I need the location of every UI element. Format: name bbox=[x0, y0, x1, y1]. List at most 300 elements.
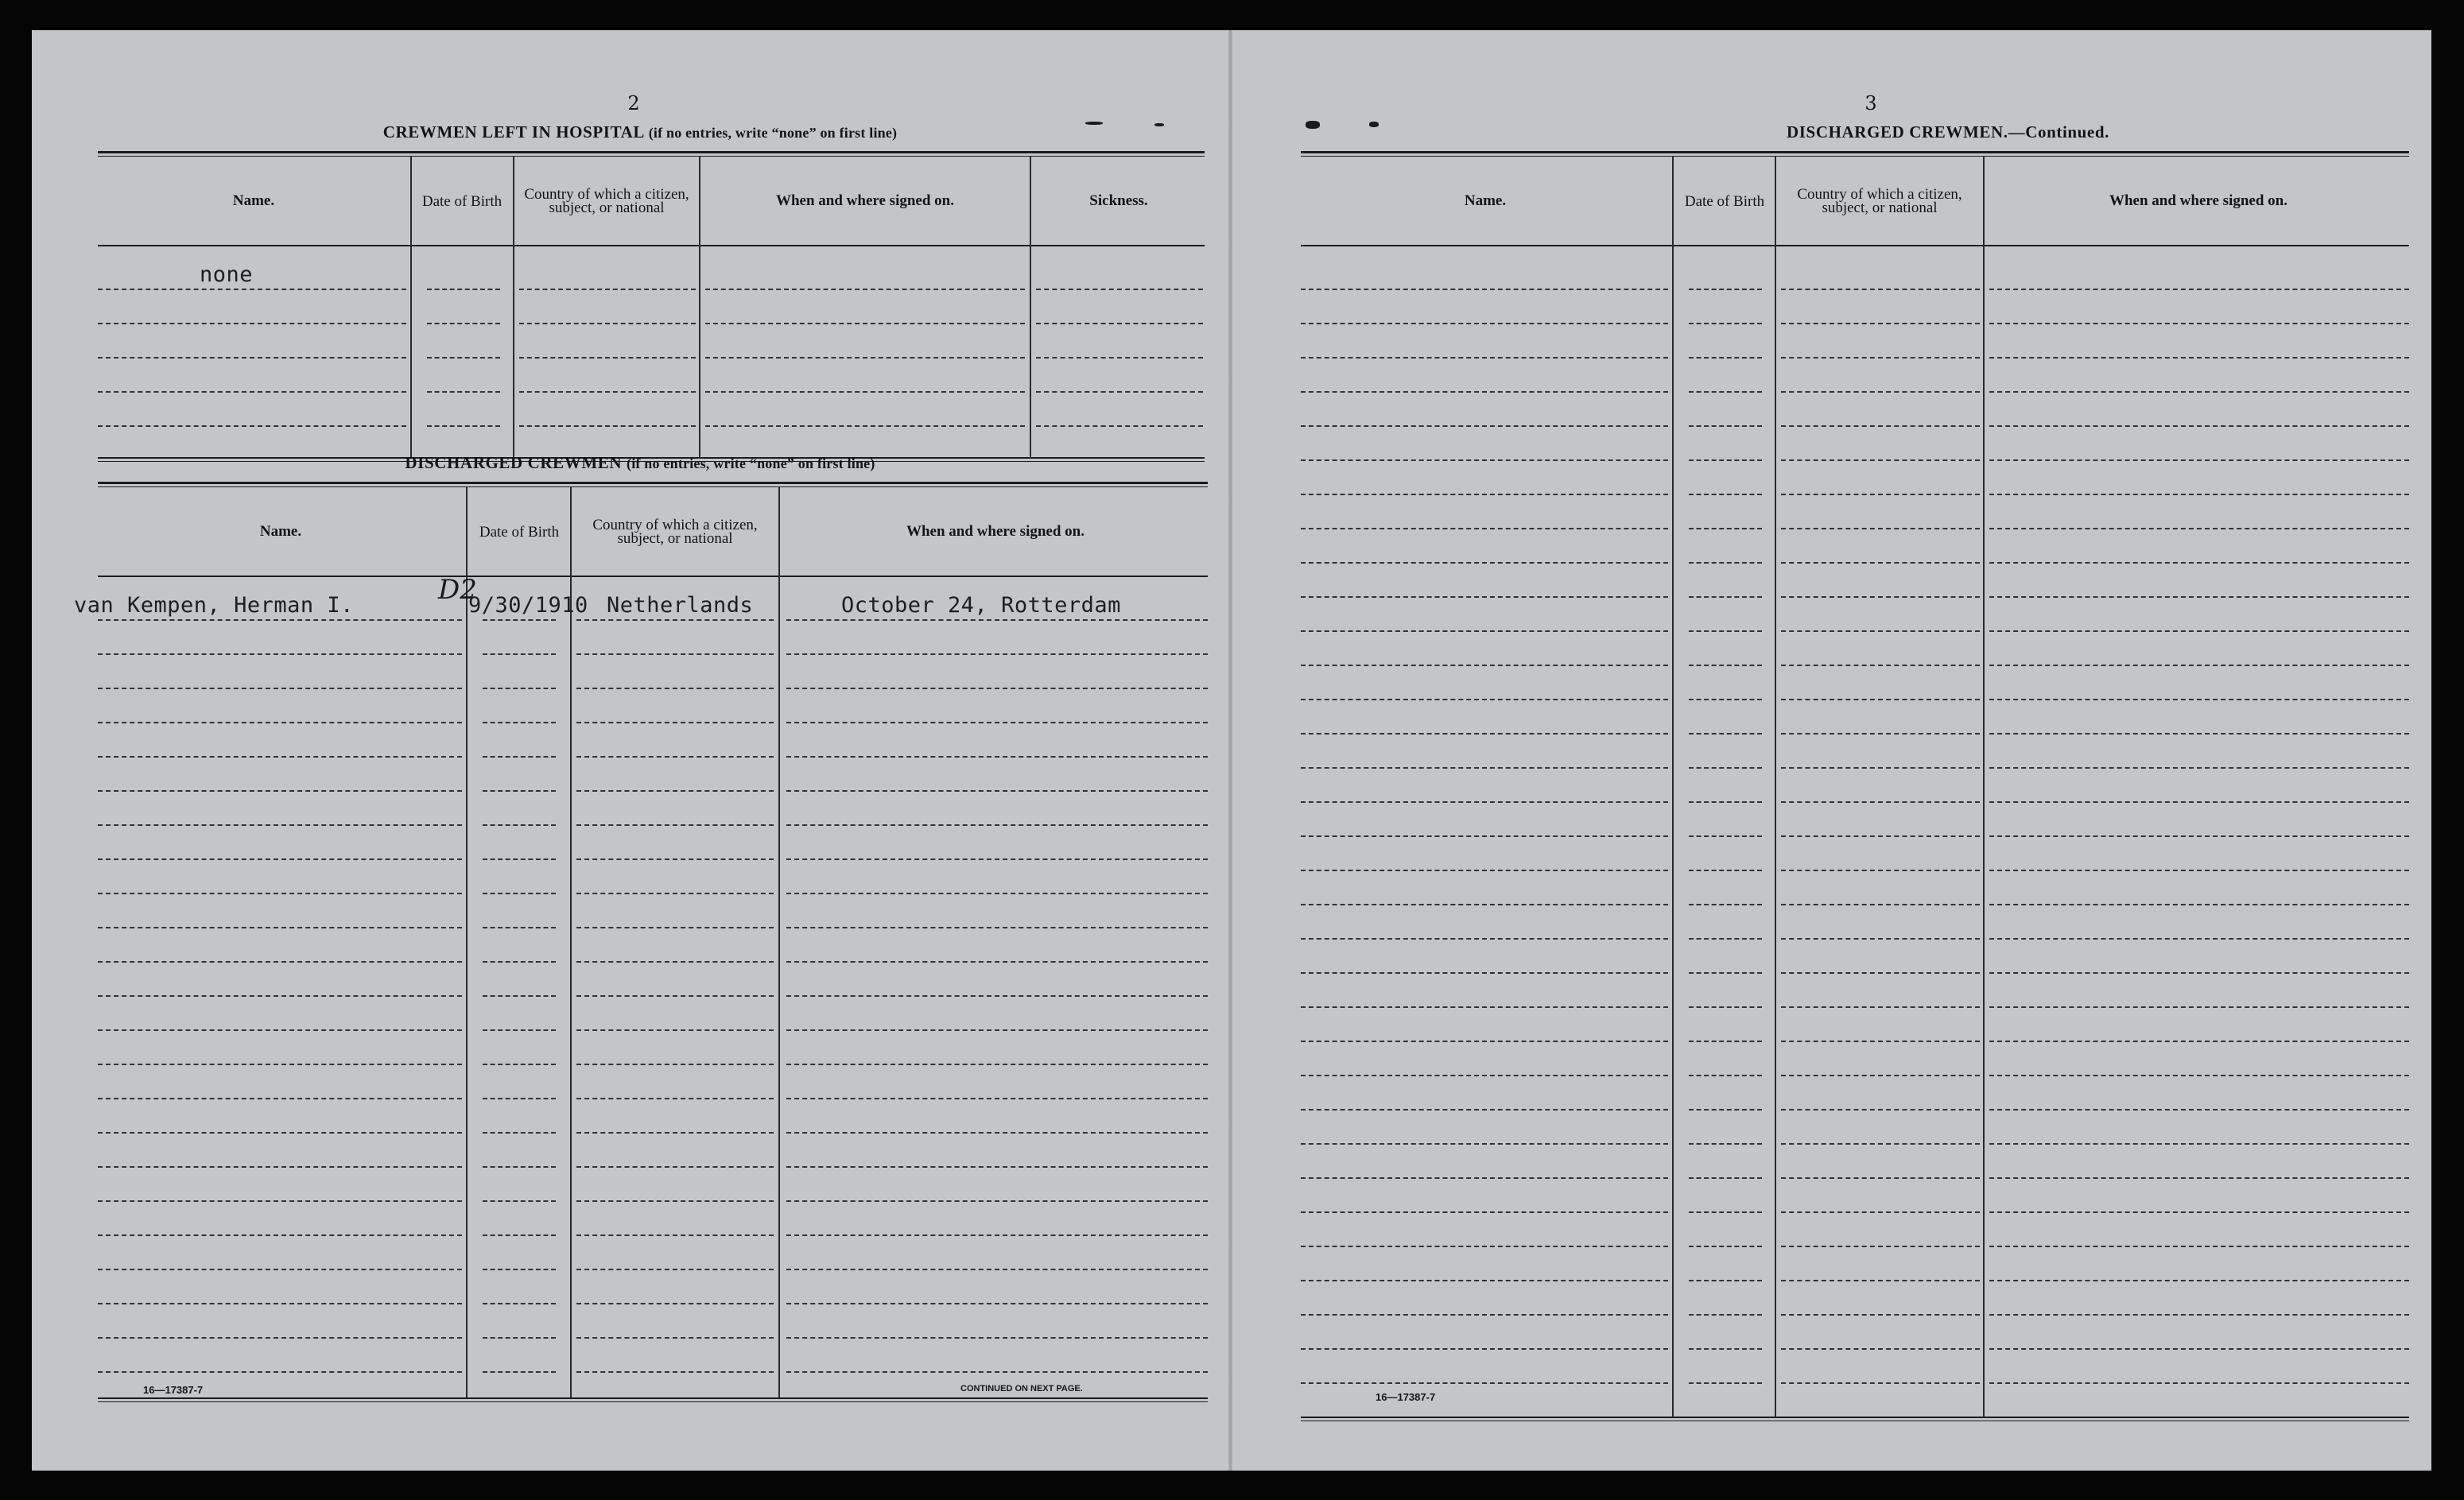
col-header-sickness: Sickness. bbox=[1089, 192, 1148, 209]
dotted-line bbox=[1036, 289, 1203, 290]
dotted-line bbox=[483, 1098, 556, 1099]
dotted-line bbox=[576, 1166, 774, 1168]
dotted-line bbox=[1689, 528, 1762, 529]
dotted-line bbox=[1989, 1280, 2409, 1281]
dotted-line bbox=[1781, 323, 1980, 324]
dotted-line bbox=[483, 1200, 556, 1202]
dotted-line bbox=[1301, 1280, 1668, 1281]
page-number: 2 bbox=[627, 92, 640, 114]
dotted-line bbox=[98, 859, 462, 860]
discharged-title-text: DISCHARGED CREWMEN bbox=[405, 453, 623, 472]
dotted-line bbox=[98, 893, 462, 894]
dotted-line bbox=[1301, 835, 1668, 837]
dotted-line bbox=[1301, 733, 1668, 734]
dotted-line bbox=[1689, 630, 1762, 632]
dotted-line bbox=[1689, 1280, 1762, 1281]
dotted-line bbox=[1689, 1177, 1762, 1179]
dotted-line bbox=[576, 1371, 774, 1373]
col-header-signed-on: When and where signed on. bbox=[775, 192, 954, 209]
dotted-line bbox=[1989, 972, 2409, 974]
dotted-line bbox=[1781, 733, 1980, 734]
dotted-line bbox=[1689, 801, 1762, 803]
dotted-line bbox=[1989, 459, 2409, 461]
dotted-line bbox=[483, 995, 556, 997]
column-divider bbox=[1983, 156, 1985, 1417]
dotted-line bbox=[1989, 1314, 2409, 1316]
dotted-line bbox=[1689, 904, 1762, 905]
discharged-table bbox=[74, 482, 1208, 1404]
dotted-line bbox=[786, 790, 1208, 792]
dotted-line bbox=[1781, 938, 1980, 940]
table-bottom-rule-thin bbox=[98, 1401, 1208, 1402]
ink-mark bbox=[1085, 122, 1103, 125]
hospital-section-title bbox=[95, 122, 1185, 142]
dotted-line bbox=[1781, 630, 1980, 632]
dotted-line bbox=[427, 425, 500, 427]
dotted-line bbox=[1301, 972, 1668, 974]
col-header-signed-on: When and where signed on. bbox=[906, 523, 1085, 540]
dotted-line bbox=[98, 756, 462, 758]
dotted-line bbox=[483, 859, 556, 860]
dotted-line bbox=[576, 1200, 774, 1202]
dotted-line bbox=[1689, 289, 1762, 290]
dotted-line bbox=[1301, 1143, 1668, 1145]
dotted-line bbox=[1689, 596, 1762, 598]
right-page bbox=[1232, 30, 2431, 1471]
dotted-line bbox=[786, 1200, 1208, 1202]
dotted-line bbox=[576, 722, 774, 723]
dotted-line bbox=[786, 824, 1208, 826]
dotted-line bbox=[576, 653, 774, 655]
dotted-line bbox=[1989, 425, 2409, 427]
dotted-line bbox=[1989, 1075, 2409, 1076]
col-header-name: Name. bbox=[1464, 192, 1507, 209]
dotted-line bbox=[1301, 323, 1668, 324]
dotted-line bbox=[1781, 357, 1980, 359]
dotted-line bbox=[786, 1029, 1208, 1031]
dotted-line bbox=[1301, 1177, 1668, 1179]
column-divider bbox=[466, 486, 468, 1398]
dotted-line bbox=[1989, 596, 2409, 598]
dotted-line bbox=[98, 790, 462, 792]
dotted-line bbox=[1689, 357, 1762, 359]
dotted-line bbox=[1301, 391, 1668, 393]
dotted-line bbox=[1781, 1143, 1980, 1145]
dotted-line bbox=[483, 1132, 556, 1134]
dotted-line bbox=[1301, 699, 1668, 700]
column-divider bbox=[513, 156, 514, 458]
dotted-line bbox=[1301, 289, 1668, 290]
dotted-line bbox=[519, 391, 696, 393]
dotted-line bbox=[576, 961, 774, 963]
dotted-line bbox=[1301, 1211, 1668, 1213]
dotted-line bbox=[1689, 494, 1762, 495]
dotted-line bbox=[1301, 459, 1668, 461]
dotted-line bbox=[786, 1064, 1208, 1065]
dotted-line bbox=[705, 357, 1025, 359]
dotted-line bbox=[1036, 323, 1203, 324]
dotted-line bbox=[1689, 938, 1762, 940]
dotted-line bbox=[786, 1234, 1208, 1236]
table-bottom-rule bbox=[98, 1397, 1208, 1399]
dotted-line bbox=[1781, 596, 1980, 598]
dotted-line bbox=[1301, 1006, 1668, 1008]
dotted-line bbox=[1301, 1109, 1668, 1110]
dotted-line bbox=[98, 1098, 462, 1099]
dotted-line bbox=[98, 1303, 462, 1304]
dotted-line bbox=[1689, 1075, 1762, 1076]
dotted-line bbox=[519, 357, 696, 359]
dotted-line bbox=[1301, 528, 1668, 529]
dotted-line bbox=[1781, 528, 1980, 529]
discharged-entry-signed-on: October 24, Rotterdam bbox=[841, 593, 1121, 618]
dotted-line bbox=[1781, 1075, 1980, 1076]
dotted-line bbox=[1301, 904, 1668, 905]
dotted-line bbox=[1989, 1143, 2409, 1145]
dotted-line bbox=[1989, 494, 2409, 495]
form-spread bbox=[32, 30, 2431, 1471]
dotted-line bbox=[1781, 904, 1980, 905]
dotted-line bbox=[98, 1200, 462, 1202]
dotted-line bbox=[427, 323, 500, 324]
column-divider bbox=[1672, 156, 1674, 1417]
hospital-entry-name: none bbox=[200, 262, 254, 287]
dotted-line bbox=[483, 1064, 556, 1065]
dotted-line bbox=[427, 289, 500, 290]
dotted-line bbox=[1989, 1246, 2409, 1247]
dotted-line bbox=[576, 1029, 774, 1031]
dotted-line bbox=[98, 653, 462, 655]
dotted-line bbox=[1301, 357, 1668, 359]
dotted-line bbox=[1689, 733, 1762, 734]
dotted-line bbox=[98, 1166, 462, 1168]
dotted-line bbox=[1781, 801, 1980, 803]
dotted-line bbox=[576, 1234, 774, 1236]
table-top-rule bbox=[98, 151, 1205, 153]
dotted-line bbox=[705, 425, 1025, 427]
dotted-line bbox=[1689, 972, 1762, 974]
dotted-line bbox=[1781, 1246, 1980, 1247]
discharged-instruction: (if no entries, write “none” on first line) bbox=[627, 455, 875, 471]
column-divider bbox=[1775, 156, 1776, 1417]
dotted-line bbox=[1989, 562, 2409, 564]
dotted-line bbox=[576, 859, 774, 860]
dotted-line bbox=[483, 1337, 556, 1339]
dotted-line bbox=[98, 391, 406, 393]
dotted-line bbox=[1989, 391, 2409, 393]
column-divider bbox=[699, 156, 700, 458]
header-bottom-rule bbox=[98, 576, 1208, 577]
dotted-line bbox=[786, 1337, 1208, 1339]
dotted-line bbox=[483, 824, 556, 826]
dotted-line bbox=[1689, 1382, 1762, 1384]
dotted-line bbox=[519, 289, 696, 290]
col-header-country: Country of which a citizen, subject, or national bbox=[592, 517, 758, 547]
dotted-line bbox=[1689, 1348, 1762, 1350]
dotted-line bbox=[1781, 699, 1980, 700]
dotted-line bbox=[1689, 1143, 1762, 1145]
dotted-line bbox=[1689, 870, 1762, 871]
ink-mark bbox=[1306, 121, 1320, 129]
dotted-line bbox=[1781, 665, 1980, 666]
dotted-line bbox=[1781, 767, 1980, 769]
dotted-line bbox=[98, 1029, 462, 1031]
right-section-title: DISCHARGED CREWMEN.—Continued. bbox=[1787, 122, 2109, 141]
dotted-line bbox=[1689, 1006, 1762, 1008]
dotted-line bbox=[1301, 665, 1668, 666]
dotted-line bbox=[1989, 528, 2409, 529]
dotted-line bbox=[483, 756, 556, 758]
dotted-line bbox=[519, 323, 696, 324]
dotted-line bbox=[483, 1234, 556, 1236]
dotted-line bbox=[1301, 1348, 1668, 1350]
dotted-line bbox=[483, 653, 556, 655]
ink-mark bbox=[1154, 123, 1164, 126]
dotted-line bbox=[427, 357, 500, 359]
dotted-line bbox=[576, 927, 774, 928]
discharged-entry-name: van Kempen, Herman I. bbox=[74, 593, 354, 618]
dotted-line bbox=[1989, 1041, 2409, 1042]
column-divider bbox=[570, 486, 572, 1398]
table-top-rule-thin bbox=[98, 486, 1208, 487]
dotted-line bbox=[1781, 562, 1980, 564]
dotted-line bbox=[483, 961, 556, 963]
dotted-line bbox=[1689, 391, 1762, 393]
dotted-line bbox=[1301, 767, 1668, 769]
dotted-line bbox=[1989, 699, 2409, 700]
dotted-line bbox=[1301, 494, 1668, 495]
dotted-line bbox=[1689, 1041, 1762, 1042]
dotted-line bbox=[786, 1371, 1208, 1373]
dotted-line bbox=[1689, 562, 1762, 564]
dotted-line bbox=[1689, 665, 1762, 666]
dotted-line bbox=[576, 688, 774, 689]
continued-note: CONTINUED ON NEXT PAGE. bbox=[960, 1384, 1083, 1393]
dotted-line bbox=[1989, 801, 2409, 803]
dotted-line bbox=[576, 1269, 774, 1270]
form-number: 16—17387-7 bbox=[1376, 1391, 1436, 1403]
page-number: 3 bbox=[1864, 92, 1877, 114]
dotted-line bbox=[98, 323, 406, 324]
dotted-line bbox=[576, 824, 774, 826]
dotted-line bbox=[1989, 665, 2409, 666]
dotted-line bbox=[483, 790, 556, 792]
dotted-line bbox=[1989, 767, 2409, 769]
dotted-line bbox=[1781, 459, 1980, 461]
dotted-line bbox=[1036, 357, 1203, 359]
dotted-line bbox=[1989, 835, 2409, 837]
discharged-section-title bbox=[95, 453, 1185, 473]
column-divider bbox=[410, 156, 412, 458]
dotted-line bbox=[786, 1132, 1208, 1134]
dotted-line bbox=[483, 927, 556, 928]
dotted-line bbox=[1781, 1314, 1980, 1316]
dotted-line bbox=[1036, 391, 1203, 393]
dotted-line bbox=[483, 619, 556, 621]
dotted-line bbox=[1989, 870, 2409, 871]
dotted-line bbox=[1689, 767, 1762, 769]
dotted-line bbox=[98, 1064, 462, 1065]
dotted-line bbox=[1301, 1246, 1668, 1247]
dotted-line bbox=[1989, 1382, 2409, 1384]
dotted-line bbox=[786, 653, 1208, 655]
col-header-country: Country of which a citizen, subject, or national bbox=[1797, 186, 1962, 216]
dotted-line bbox=[786, 927, 1208, 928]
dotted-line bbox=[576, 756, 774, 758]
dotted-line bbox=[483, 1166, 556, 1168]
dotted-line bbox=[1781, 494, 1980, 495]
dotted-line bbox=[705, 323, 1025, 324]
header-bottom-rule bbox=[98, 245, 1205, 246]
dotted-line bbox=[1989, 1177, 2409, 1179]
dotted-line bbox=[1989, 323, 2409, 324]
dotted-line bbox=[786, 893, 1208, 894]
dotted-line bbox=[1781, 425, 1980, 427]
dotted-line bbox=[1781, 1348, 1980, 1350]
dotted-line bbox=[576, 995, 774, 997]
dotted-line bbox=[1989, 1348, 2409, 1350]
dotted-line bbox=[483, 1029, 556, 1031]
dotted-line bbox=[786, 1269, 1208, 1270]
dotted-line bbox=[483, 1371, 556, 1373]
dotted-line bbox=[98, 688, 462, 689]
table-top-rule-thin bbox=[98, 156, 1205, 157]
table-top-rule bbox=[98, 482, 1208, 484]
dotted-line bbox=[786, 619, 1208, 621]
dotted-line bbox=[1689, 425, 1762, 427]
dotted-line bbox=[1781, 1280, 1980, 1281]
dotted-line bbox=[98, 1269, 462, 1270]
dotted-line bbox=[576, 1064, 774, 1065]
dotted-line bbox=[786, 995, 1208, 997]
dotted-line bbox=[483, 722, 556, 723]
dotted-line bbox=[1301, 562, 1668, 564]
col-header-name: Name. bbox=[259, 523, 302, 540]
dotted-line bbox=[1301, 801, 1668, 803]
hospital-title-text: CREWMEN LEFT IN HOSPITAL bbox=[382, 122, 644, 141]
dotted-line bbox=[1989, 938, 2409, 940]
col-header-dob: Date of Birth bbox=[421, 192, 503, 210]
dotted-line bbox=[483, 893, 556, 894]
left-page bbox=[32, 30, 1228, 1471]
dotted-line bbox=[786, 961, 1208, 963]
dotted-line bbox=[1301, 1382, 1668, 1384]
dotted-line bbox=[98, 619, 462, 621]
dotted-line bbox=[1781, 972, 1980, 974]
dotted-line bbox=[576, 1098, 774, 1099]
dotted-line bbox=[576, 1132, 774, 1134]
dotted-line bbox=[1689, 1314, 1762, 1316]
dotted-line bbox=[576, 893, 774, 894]
table-top-rule bbox=[1301, 151, 2409, 153]
dotted-line bbox=[786, 1098, 1208, 1099]
dotted-line bbox=[1781, 835, 1980, 837]
table-bottom-rule bbox=[1301, 1417, 2409, 1418]
dotted-line bbox=[576, 1303, 774, 1304]
dotted-line bbox=[1989, 1006, 2409, 1008]
dotted-line bbox=[1989, 1109, 2409, 1110]
col-header-signed-on: When and where signed on. bbox=[2109, 192, 2287, 209]
dotted-line bbox=[576, 619, 774, 621]
col-header-country: Country of which a citizen, subject, or national bbox=[524, 186, 689, 216]
col-header-dob: Date of Birth bbox=[1684, 192, 1765, 210]
dotted-line bbox=[1781, 1177, 1980, 1179]
dotted-line bbox=[1989, 357, 2409, 359]
dotted-line bbox=[98, 425, 406, 427]
dotted-line bbox=[786, 756, 1208, 758]
form-number: 16—17387-7 bbox=[143, 1384, 204, 1396]
dotted-line bbox=[1301, 1075, 1668, 1076]
col-header-name: Name. bbox=[232, 192, 275, 209]
dotted-line bbox=[705, 289, 1025, 290]
discharged-continued-table bbox=[1301, 151, 2409, 1423]
dotted-line bbox=[98, 289, 406, 290]
dotted-line bbox=[98, 995, 462, 997]
dotted-line bbox=[1781, 870, 1980, 871]
dotted-line bbox=[1989, 630, 2409, 632]
dotted-line bbox=[1781, 1041, 1980, 1042]
dotted-line bbox=[1689, 1109, 1762, 1110]
dotted-line bbox=[1989, 904, 2409, 905]
dotted-line bbox=[1301, 870, 1668, 871]
dotted-line bbox=[1781, 1382, 1980, 1384]
dotted-line bbox=[1036, 425, 1203, 427]
dotted-line bbox=[98, 1234, 462, 1236]
dotted-line bbox=[98, 1132, 462, 1134]
dotted-line bbox=[786, 1166, 1208, 1168]
dotted-line bbox=[98, 1337, 462, 1339]
dotted-line bbox=[786, 688, 1208, 689]
dotted-line bbox=[98, 927, 462, 928]
dotted-line bbox=[786, 722, 1208, 723]
dotted-line bbox=[98, 357, 406, 359]
dotted-line bbox=[1689, 459, 1762, 461]
dotted-line bbox=[1301, 938, 1668, 940]
dotted-line bbox=[576, 790, 774, 792]
table-top-rule-thin bbox=[1301, 156, 2409, 157]
column-divider bbox=[1030, 156, 1031, 458]
dotted-line bbox=[1301, 630, 1668, 632]
dotted-line bbox=[1781, 289, 1980, 290]
dotted-line bbox=[1689, 1246, 1762, 1247]
dotted-line bbox=[1301, 596, 1668, 598]
dotted-line bbox=[98, 722, 462, 723]
discharged-entry-dob: 9/30/1910 bbox=[468, 593, 588, 618]
dotted-line bbox=[1989, 1211, 2409, 1213]
discharged-entry-country: Netherlands bbox=[607, 593, 754, 618]
dotted-line bbox=[1989, 289, 2409, 290]
dotted-line bbox=[98, 961, 462, 963]
dotted-line bbox=[1301, 1041, 1668, 1042]
hospital-table bbox=[98, 151, 1205, 463]
dotted-line bbox=[483, 688, 556, 689]
dotted-line bbox=[1781, 391, 1980, 393]
dotted-line bbox=[427, 391, 500, 393]
dotted-line bbox=[98, 824, 462, 826]
dotted-line bbox=[1689, 699, 1762, 700]
ink-mark bbox=[1369, 122, 1379, 127]
dotted-line bbox=[1689, 835, 1762, 837]
dotted-line bbox=[98, 1371, 462, 1373]
dotted-line bbox=[1689, 323, 1762, 324]
dotted-line bbox=[519, 425, 696, 427]
hospital-instruction: (if no entries, write “none” on first line) bbox=[648, 125, 898, 141]
dotted-line bbox=[1781, 1211, 1980, 1213]
column-divider bbox=[778, 486, 780, 1398]
handwritten-annotation: D2 bbox=[438, 574, 477, 606]
dotted-line bbox=[1301, 1314, 1668, 1316]
dotted-line bbox=[1689, 1211, 1762, 1213]
